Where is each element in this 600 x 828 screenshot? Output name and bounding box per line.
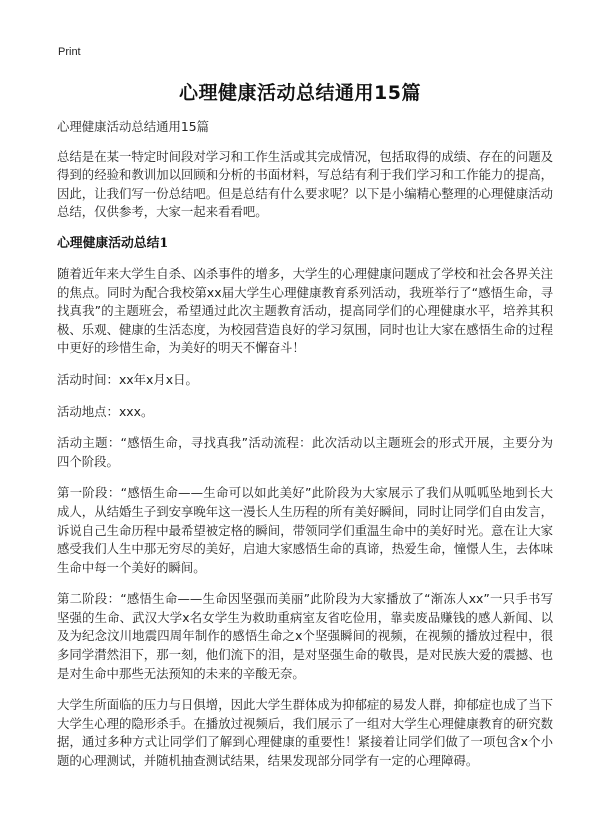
paragraph-background: 随着近年来大学生自杀、凶杀事件的增多，大学生的心理健康问题成了学校和社会各界关注的焦点。同时为配合我校第xx届大学生心理健康教育系列活动，我班举行了“感悟生命，寻找真我”的主题班会，希望通过此次主题教育活动，提高同学们的心理健康水平，培养其积极、乐观、健康的生活态度，为校园营造良好的学习氛围，同时也让大家在感悟生命的过程中更好的珍惜生命，为美好的明天不懈奋斗！ (57, 265, 553, 356)
intro-paragraph: 总结是在某一特定时间段对学习和工作生活或其完成情况，包括取得的成绩、存在的问题及得到的经验和教训加以回顾和分析的书面材料，写总结有利于我们学习和工作能力的提高，因此，让我们写一份总结吧。但是总结有什么要求呢？以下是小编精心整理的心理健康活动总结，仅供参考，大家一起来看看吧。 (57, 148, 553, 220)
paragraph-pressure: 大学生所面临的压力与日俱增，因此大学生群体成为抑郁症的易发人群，抑郁症也成了当下大学生心理的隐形杀手。在播放过视频后，我们展示了一组对大学生心理健康教育的研究数据，通过多种方式让同学们了解到心理健康的重要性！紧接着让同学们做了一项包含x个小题的心理测试，并随机抽查测试结果，结果发现部分同学有一定的心理障碍。 (57, 697, 553, 769)
paragraph-stage-two: 第二阶段：“感悟生命——生命因坚强而美丽”此阶段为大家播放了“渐冻人xx”一只手书写坚强的生命、武汉大学x名女学生为救助重病室友省吃俭用，靠卖废品赚钱的感人新闻、以及为纪念汶川地震四周年制作的感悟生命之x个坚强瞬间的视频，在视频的播放过程中，很多同学潸然泪下，那一刻，他们流下的泪，是对坚强生命的敬畏，是对民族大爱的震撼、也是对生命中那些无法预知的未来的辛酸无奈。 (57, 591, 553, 681)
document-subtitle: 心理健康活动总结通用15篇 (57, 119, 210, 134)
paragraph-activity-location: 活动地点：xxx。 (57, 403, 154, 419)
document-body (57, 118, 553, 784)
print-label: Print (58, 46, 81, 58)
paragraph-activity-time: 活动时间：xx年x月x日。 (57, 371, 198, 387)
paragraph-stage-one: 第一阶段：“感悟生命——生命可以如此美好”此阶段为大家展示了我们从呱呱坠地到长大成人，从结婚生子到安享晚年这一漫长人生历程的所有美好瞬间，同时让同学们自由发言，诉说自己生命历程中最希望被定格的瞬间，带领同学们重温生命中的美好时光。意在让大家感受我们人生中那无穷尽的美好，启迪大家感悟生命的真谛，热爱生命，憧憬人生，去体味生命中每一个美好的瞬间。 (57, 485, 553, 575)
paragraph-activity-theme: 活动主题：“感悟生命，寻找真我”活动流程：此次活动以主题班会的形式开展，主要分为四个阶段。 (57, 435, 553, 469)
document-title: 心理健康活动总结通用15篇 (179, 82, 421, 104)
section-heading: 心理健康活动总结1 (57, 235, 169, 251)
